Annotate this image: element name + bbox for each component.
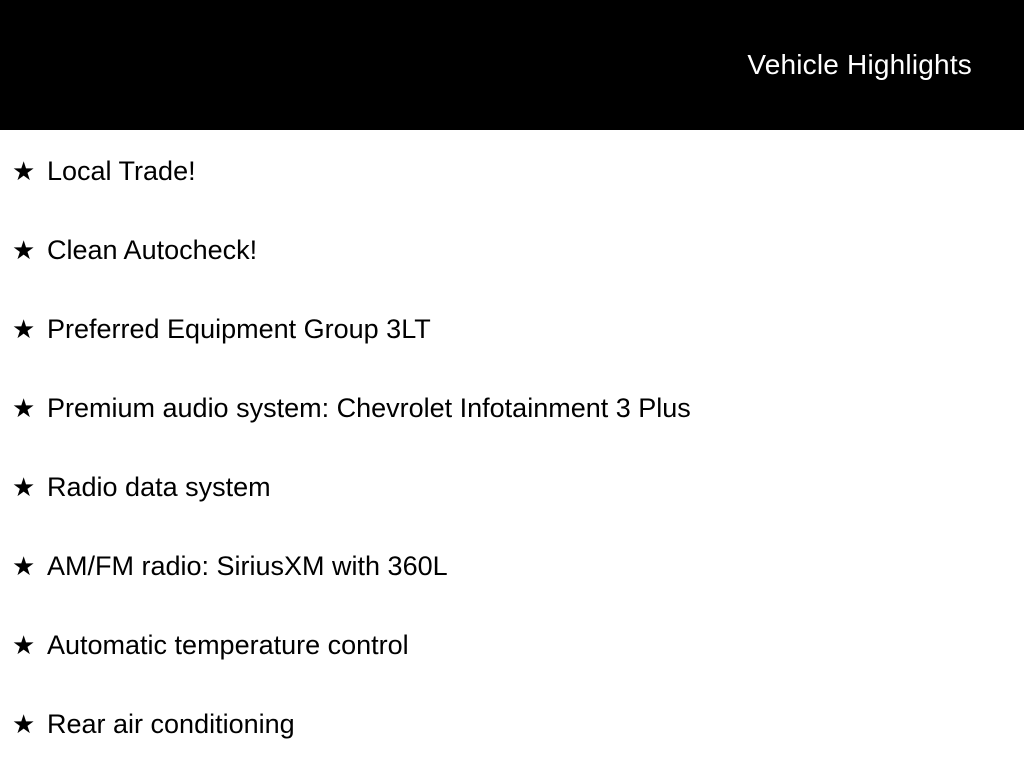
list-item	[12, 550, 1004, 582]
list-item	[12, 392, 1004, 424]
list-item-text: Automatic temperature control	[47, 630, 409, 660]
star-icon: ★	[12, 156, 36, 186]
list-item	[12, 708, 1004, 740]
highlights-list	[0, 130, 1024, 740]
list-item-text: Preferred Equipment Group 3LT	[47, 314, 431, 344]
list-item-text: Radio data system	[47, 472, 271, 502]
star-icon: ★	[12, 472, 36, 502]
header-bar	[0, 0, 1024, 130]
star-icon: ★	[12, 709, 36, 739]
star-icon: ★	[12, 393, 36, 423]
star-icon: ★	[12, 314, 36, 344]
list-item-text: Rear air conditioning	[47, 709, 295, 739]
list-item-text: Premium audio system: Chevrolet Infotainment 3 Plus	[47, 393, 691, 423]
list-item	[12, 234, 1004, 266]
list-item	[12, 155, 1004, 187]
list-item	[12, 313, 1004, 345]
list-item-text: Clean Autocheck!	[47, 235, 258, 265]
list-item	[12, 471, 1004, 503]
star-icon: ★	[12, 630, 36, 660]
list-item-text: Local Trade!	[47, 156, 196, 186]
star-icon: ★	[12, 235, 36, 265]
page-title: Vehicle Highlights	[747, 49, 972, 80]
star-icon: ★	[12, 551, 36, 581]
list-item-text: AM/FM radio: SiriusXM with 360L	[47, 551, 448, 581]
list-item	[12, 629, 1004, 661]
